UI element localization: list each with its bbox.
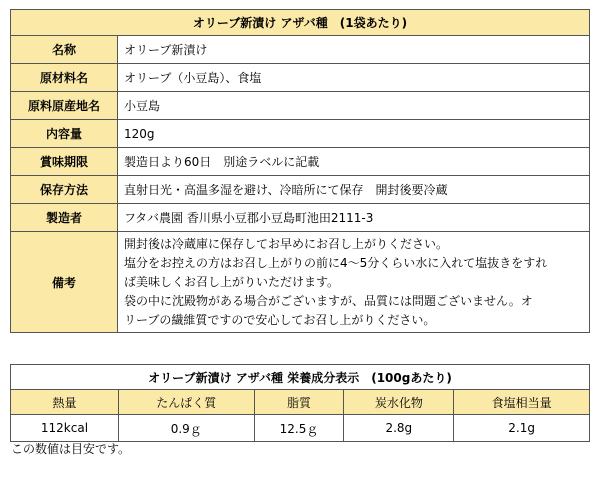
label-value: 小豆島 (118, 92, 590, 120)
note-line: 塩分をお控えの方はお召し上がりの前に4～5分くらい水に入れて塩抜きをすれ (124, 255, 548, 270)
label-row-content (11, 120, 590, 148)
nutrition-table (10, 364, 590, 442)
label-value: オリーブ新漬け (118, 36, 590, 64)
label-value: 製造日より60日 別途ラベルに記載 (118, 148, 590, 176)
label-value: 直射日光・高温多湿を避け、冷暗所にて保存 開封後要冷蔵 (118, 176, 590, 204)
label-row-note (11, 232, 590, 333)
label-key: 賞味期限 (11, 148, 118, 176)
nutrition-header: 食塩相当量 (454, 390, 590, 415)
label-row-expiry (11, 148, 590, 176)
product-label-table (10, 9, 590, 333)
label-title: オリーブ新漬け アザバ種 (1袋あたり) (11, 10, 590, 36)
nutrition-header-row (11, 390, 590, 415)
nutrition-value: 112kcal (11, 415, 119, 442)
note-text (118, 232, 590, 333)
label-key: 原材料名 (11, 64, 118, 92)
nutrition-value: 2.8g (344, 415, 454, 442)
label-row-manufacturer (11, 204, 590, 232)
nutrition-title: オリーブ新漬け アザバ種 栄養成分表示 (100gあたり) (11, 365, 590, 390)
label-row-storage (11, 176, 590, 204)
nutrition-header: たんぱく質 (118, 390, 254, 415)
label-row-name (11, 36, 590, 64)
label-value: オリーブ（小豆島）、食塩 (118, 64, 590, 92)
note-line: 袋の中に沈殿物がある場合がございますが、品質には問題ございません。オ (124, 293, 533, 308)
nutrition-value: 12.5ｇ (254, 415, 344, 442)
label-value: 120g (118, 120, 590, 148)
nutrition-header: 炭水化物 (344, 390, 454, 415)
footnote: この数値は目安です。 (11, 442, 131, 456)
note-line: リーブの繊維質ですので安心してお召し上がりください。 (124, 312, 436, 327)
nutrition-header: 脂質 (254, 390, 344, 415)
label-row-ingredients (11, 64, 590, 92)
note-line: ば美味しくお召し上がりいただけます。 (124, 274, 340, 289)
label-key: 名称 (11, 36, 118, 64)
label-key: 保存方法 (11, 176, 118, 204)
nutrition-value: 2.1g (454, 415, 590, 442)
label-key: 内容量 (11, 120, 118, 148)
label-value: フタバ農園 香川県小豆郡小豆島町池田2111-3 (118, 204, 590, 232)
nutrition-value: 0.9ｇ (118, 415, 254, 442)
label-key: 製造者 (11, 204, 118, 232)
label-row-origin (11, 92, 590, 120)
label-key: 備考 (11, 232, 118, 333)
label-key: 原料原産地名 (11, 92, 118, 120)
nutrition-header: 熱量 (11, 390, 119, 415)
note-line: 開封後は冷蔵庫に保存してお早めにお召し上がりください。 (124, 236, 449, 251)
nutrition-value-row (11, 415, 590, 442)
